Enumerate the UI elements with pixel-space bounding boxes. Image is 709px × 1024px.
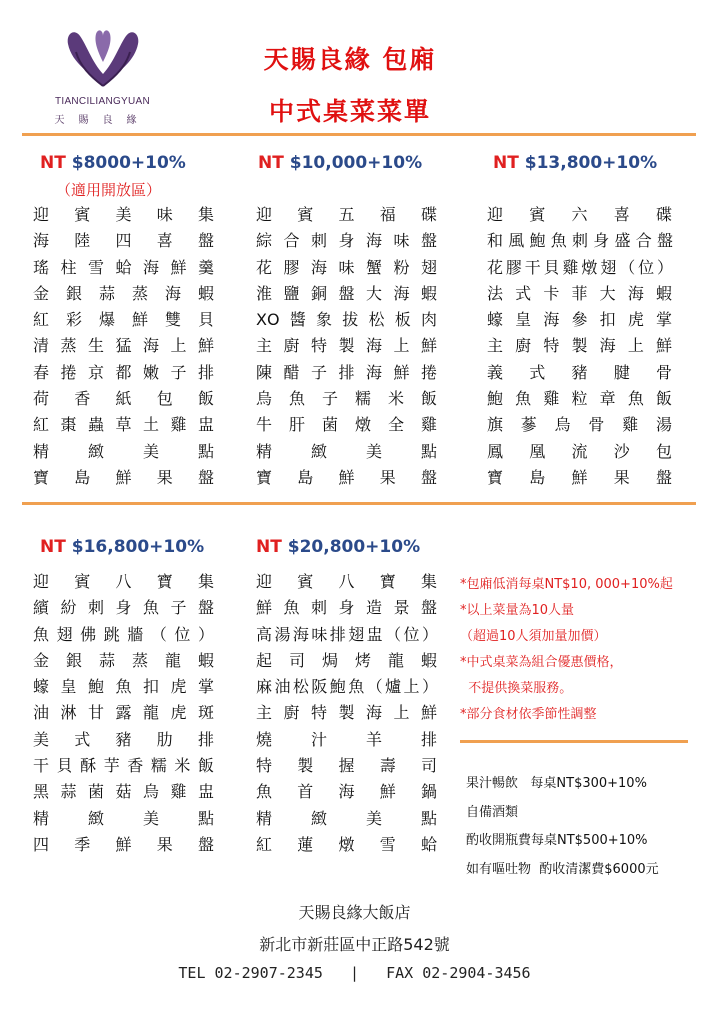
dish-item: 蠔皇海參扣虎掌 (487, 310, 673, 330)
note-item: *以上菜量為10人量 (460, 603, 575, 618)
dish-item: 荷香紙包飯 (33, 389, 215, 409)
dish-item: 旗蔘烏骨雞湯 (487, 415, 673, 435)
dish-item: 特製握壽司 (256, 756, 438, 776)
dish-item: 美式豬肋排 (33, 729, 215, 749)
price-currency: NT (40, 153, 66, 173)
dish-item: 迎賓美味集 (33, 205, 215, 224)
dish-item: 高湯海味排翅盅（位） (256, 624, 438, 644)
price-currency: NT (40, 537, 66, 557)
extra-item: 自備酒類 (466, 804, 519, 820)
dish-item: 迎賓八寶集 (33, 572, 215, 591)
dish-item: 精緻美點 (256, 808, 438, 828)
dish-item: 蠔皇鮑魚扣虎掌 (33, 677, 215, 697)
dish-item: 干貝酥芋香糯米飯 (33, 756, 215, 776)
extra-item: 酌收開瓶費每桌NT$500+10% (466, 833, 648, 848)
dish-item: 綜合刺身海味盤 (256, 231, 438, 251)
price-currency: NT (258, 153, 284, 173)
dish-item: 迎賓八寶集 (256, 572, 438, 591)
price-amount: $8000+10% (71, 153, 186, 173)
divider-middle (22, 502, 696, 505)
dish-item: 鮮魚刺身造景盤 (256, 598, 438, 618)
footer-restaurant-name: 天賜良緣大飯店 (298, 903, 411, 922)
dish-item: 淮鹽銅盤大海蝦 (256, 283, 438, 303)
dish-item: 精緻美點 (33, 441, 215, 461)
package-price (258, 153, 422, 173)
dish-item: XO醬象拔松板肉 (256, 310, 438, 330)
dish-item: 魚翅佛跳牆（位） (33, 624, 215, 644)
package-price (493, 153, 657, 173)
hands-heart-icon (62, 22, 144, 94)
dish-item: 法式卡菲大海蝦 (487, 283, 673, 303)
dish-item: 迎賓六喜碟 (487, 205, 673, 224)
footer-contact: TEL 02-2907-2345 | FAX 02-2904-3456 (178, 964, 531, 982)
brand-name-zh: 天賜良緣 (54, 115, 151, 126)
dish-item: 鮑魚雞粒章魚飯 (487, 389, 673, 409)
dish-item: 和風鮑魚刺身盛合盤 (487, 231, 673, 251)
dish-item: 花膠干貝雞燉翅（位） (487, 257, 673, 277)
dish-list (33, 569, 215, 858)
dish-item: 主廚特製海上鮮 (487, 336, 673, 356)
dish-list (33, 202, 215, 491)
dish-item: 紅蓮燉雪蛤 (256, 834, 438, 854)
dish-item: 陳醋子排海鮮捲 (256, 362, 438, 382)
dish-item: 義式豬腱骨 (487, 362, 673, 382)
package-note: （適用開放區） (56, 181, 162, 199)
dish-item: 黑蒜菌菇烏雞盅 (33, 782, 215, 802)
dish-item: 燒汁羊排 (256, 729, 438, 749)
policy-notes (460, 572, 700, 728)
price-currency: NT (256, 537, 282, 557)
dish-item: 鳳凰流沙包 (487, 441, 673, 461)
price-amount: $10,000+10% (289, 153, 423, 173)
dish-item: 油淋甘露龍虎斑 (33, 703, 215, 723)
dish-item: 寶島鮮果盤 (487, 467, 673, 487)
dish-item: 春捲京都嫩子排 (33, 362, 215, 382)
dish-list (487, 202, 673, 491)
dish-item: 起司焗烤龍蝦 (256, 650, 438, 670)
divider-top (22, 133, 696, 136)
dish-item: 牛肝菌燉全雞 (256, 415, 438, 435)
dish-list (256, 202, 438, 491)
dish-item: 金銀蒜蒸海蝦 (33, 283, 215, 303)
dish-item: 繽紛刺身魚子盤 (33, 598, 215, 618)
price-amount: $20,800+10% (287, 537, 421, 557)
dish-item: 海陸四喜盤 (33, 231, 215, 251)
divider-notes (460, 740, 688, 743)
price-amount: $13,800+10% (524, 153, 658, 173)
brand-name-en: TIANCILIANGYUAN (54, 96, 151, 107)
dish-item: 寶島鮮果盤 (256, 467, 438, 487)
dish-item: 魚首海鮮鍋 (256, 782, 438, 802)
package-price (256, 537, 420, 557)
dish-item: 金銀蒜蒸龍蝦 (33, 650, 215, 670)
dish-item: 清蒸生猛海上鮮 (33, 336, 215, 356)
dish-item: 花膠海味蟹粉翅 (256, 257, 438, 277)
note-item: *中式桌菜為組合優惠價格， (460, 655, 623, 670)
dish-item: 瑤柱雪蛤海鮮羹 (33, 257, 215, 277)
note-item: *部分食材依季節性調整 (460, 707, 597, 722)
extra-item: 果汁暢飲 每桌NT$300+10% (466, 776, 647, 791)
dish-item: 四季鮮果盤 (33, 834, 215, 854)
package-price (40, 153, 186, 173)
footer-address: 新北市新莊區中正路542號 (259, 935, 450, 954)
dish-item: 紅棗蟲草土雞盅 (33, 415, 215, 435)
dish-item: 烏魚子糯米飯 (256, 389, 438, 409)
dish-item: 寶島鮮果盤 (33, 467, 215, 487)
dish-item: 麻油松阪鮑魚（爐上） (256, 677, 438, 697)
note-item: （超過10人須加量加價） (460, 629, 607, 644)
extra-item: 如有嘔吐物 酌收清潔費$6000元 (466, 861, 659, 877)
dish-item: 精緻美點 (256, 441, 438, 461)
price-amount: $16,800+10% (71, 537, 205, 557)
dish-item: 主廚特製海上鮮 (256, 336, 438, 356)
note-item: *包廂低消每桌NT$10, 000+10%起 (460, 577, 673, 592)
brand-logo (40, 22, 170, 132)
page-title: 天賜良緣 包廂 (263, 45, 437, 74)
price-currency: NT (493, 153, 519, 173)
dish-item: 精緻美點 (33, 808, 215, 828)
extra-charges (466, 770, 706, 884)
note-item: 不提供換菜服務。 (460, 681, 573, 696)
dish-item: 紅彩爆鮮雙貝 (33, 310, 215, 330)
page-subtitle: 中式桌菜菜單 (268, 97, 431, 126)
dish-item: 主廚特製海上鮮 (256, 703, 438, 723)
dish-item: 迎賓五福碟 (256, 205, 438, 224)
package-price (40, 537, 204, 557)
dish-list (256, 569, 438, 858)
